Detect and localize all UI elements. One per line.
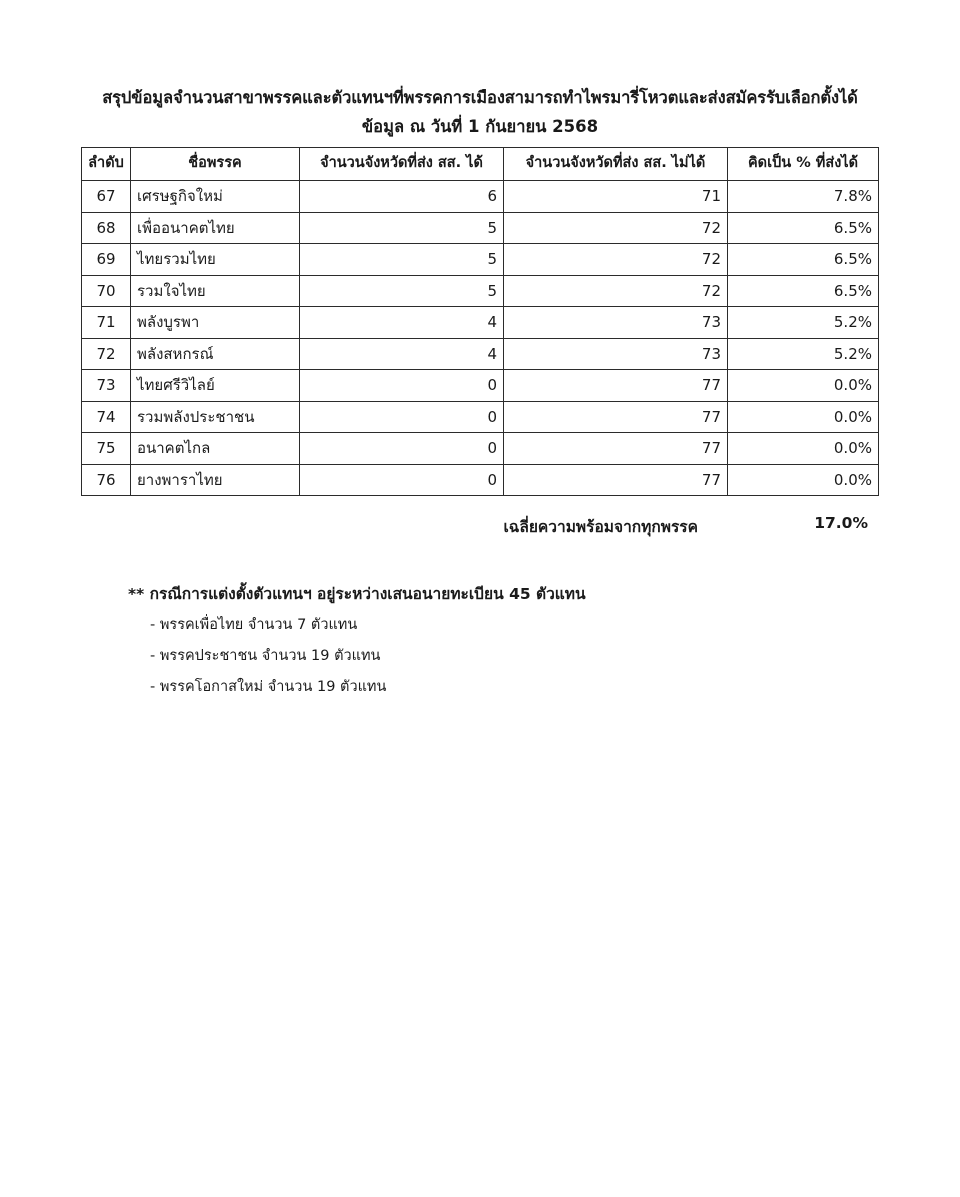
cell-rank: 74 bbox=[82, 401, 131, 433]
cell-provinces-can: 4 bbox=[300, 307, 504, 339]
column-header-percent: คิดเป็น % ที่ส่งได้ bbox=[728, 148, 879, 181]
table-body bbox=[82, 181, 879, 496]
cell-provinces-cannot: 77 bbox=[504, 464, 728, 496]
cell-rank: 75 bbox=[82, 433, 131, 465]
page-subtitle-date: ข้อมูล ณ วันที่ 1 กันยายน 2568 bbox=[361, 117, 599, 136]
table-row bbox=[82, 181, 879, 213]
cell-provinces-cannot: 72 bbox=[504, 244, 728, 276]
average-readiness-value: 17.0% bbox=[814, 514, 868, 532]
cell-percent: 0.0% bbox=[728, 401, 879, 433]
cell-provinces-cannot: 72 bbox=[504, 212, 728, 244]
table-row bbox=[82, 307, 879, 339]
cell-party-name: อนาคตไกล bbox=[131, 433, 300, 465]
cell-percent: 0.0% bbox=[728, 433, 879, 465]
table-row bbox=[82, 464, 879, 496]
footnote-item: - พรรคเพื่อไทย จำนวน 7 ตัวแทน bbox=[150, 617, 358, 633]
cell-provinces-can: 0 bbox=[300, 464, 504, 496]
column-header-provinces-cannot: จำนวนจังหวัดที่ส่ง สส. ไม่ได้ bbox=[504, 148, 728, 181]
cell-party-name: เศรษฐกิจใหม่ bbox=[131, 181, 300, 213]
table-header-row bbox=[82, 148, 879, 181]
cell-rank: 73 bbox=[82, 370, 131, 402]
cell-rank: 71 bbox=[82, 307, 131, 339]
table-row bbox=[82, 370, 879, 402]
cell-percent: 5.2% bbox=[728, 338, 879, 370]
cell-percent: 6.5% bbox=[728, 212, 879, 244]
party-table-container bbox=[81, 147, 878, 496]
table-row bbox=[82, 433, 879, 465]
cell-party-name: พลังบูรพา bbox=[131, 307, 300, 339]
cell-percent: 6.5% bbox=[728, 244, 879, 276]
cell-rank: 72 bbox=[82, 338, 131, 370]
cell-provinces-cannot: 71 bbox=[504, 181, 728, 213]
document-title-block bbox=[60, 84, 900, 141]
table-row bbox=[82, 275, 879, 307]
cell-provinces-can: 5 bbox=[300, 212, 504, 244]
footnotes-section bbox=[128, 579, 828, 703]
cell-provinces-cannot: 73 bbox=[504, 307, 728, 339]
cell-percent: 5.2% bbox=[728, 307, 879, 339]
cell-party-name: รวมใจไทย bbox=[131, 275, 300, 307]
cell-provinces-can: 0 bbox=[300, 433, 504, 465]
cell-provinces-cannot: 72 bbox=[504, 275, 728, 307]
page-title: สรุปข้อมูลจำนวนสาขาพรรคและตัวแทนฯที่พรรคการเมืองสามารถทำไพรมารี่โหวตและส่งสมัครรับเลือกตั้งได้ bbox=[102, 88, 858, 107]
column-header-provinces-can: จำนวนจังหวัดที่ส่ง สส. ได้ bbox=[300, 148, 504, 181]
cell-rank: 68 bbox=[82, 212, 131, 244]
footnote-item: - พรรคประชาชน จำนวน 19 ตัวแทน bbox=[150, 648, 381, 664]
cell-provinces-can: 5 bbox=[300, 244, 504, 276]
cell-percent: 0.0% bbox=[728, 370, 879, 402]
table-row bbox=[82, 212, 879, 244]
cell-percent: 0.0% bbox=[728, 464, 879, 496]
cell-party-name: ไทยรวมไทย bbox=[131, 244, 300, 276]
average-readiness-row bbox=[81, 514, 878, 540]
cell-provinces-cannot: 73 bbox=[504, 338, 728, 370]
cell-provinces-cannot: 77 bbox=[504, 401, 728, 433]
column-header-rank: ลำดับ bbox=[82, 148, 131, 181]
party-readiness-table bbox=[81, 147, 879, 496]
table-row bbox=[82, 338, 879, 370]
cell-party-name: รวมพลังประชาชน bbox=[131, 401, 300, 433]
cell-party-name: เพื่ออนาคตไทย bbox=[131, 212, 300, 244]
cell-provinces-cannot: 77 bbox=[504, 433, 728, 465]
cell-rank: 69 bbox=[82, 244, 131, 276]
footnote-heading: ** กรณีการแต่งตั้งตัวแทนฯ อยู่ระหว่างเสนอนายทะเบียน 45 ตัวแทน bbox=[128, 585, 586, 603]
cell-provinces-can: 4 bbox=[300, 338, 504, 370]
cell-provinces-can: 5 bbox=[300, 275, 504, 307]
table-row bbox=[82, 401, 879, 433]
cell-percent: 6.5% bbox=[728, 275, 879, 307]
cell-party-name: ไทยศรีวิไลย์ bbox=[131, 370, 300, 402]
cell-rank: 76 bbox=[82, 464, 131, 496]
table-row bbox=[82, 244, 879, 276]
cell-rank: 67 bbox=[82, 181, 131, 213]
cell-provinces-can: 6 bbox=[300, 181, 504, 213]
cell-provinces-can: 0 bbox=[300, 370, 504, 402]
cell-party-name: ยางพาราไทย bbox=[131, 464, 300, 496]
cell-party-name: พลังสหกรณ์ bbox=[131, 338, 300, 370]
cell-percent: 7.8% bbox=[728, 181, 879, 213]
cell-provinces-cannot: 77 bbox=[504, 370, 728, 402]
column-header-party-name: ชื่อพรรค bbox=[131, 148, 300, 181]
footnote-item: - พรรคโอกาสใหม่ จำนวน 19 ตัวแทน bbox=[150, 679, 387, 695]
cell-provinces-can: 0 bbox=[300, 401, 504, 433]
table-header bbox=[82, 148, 879, 181]
cell-rank: 70 bbox=[82, 275, 131, 307]
average-readiness-label: เฉลี่ยความพร้อมจากทุกพรรค bbox=[503, 518, 698, 536]
